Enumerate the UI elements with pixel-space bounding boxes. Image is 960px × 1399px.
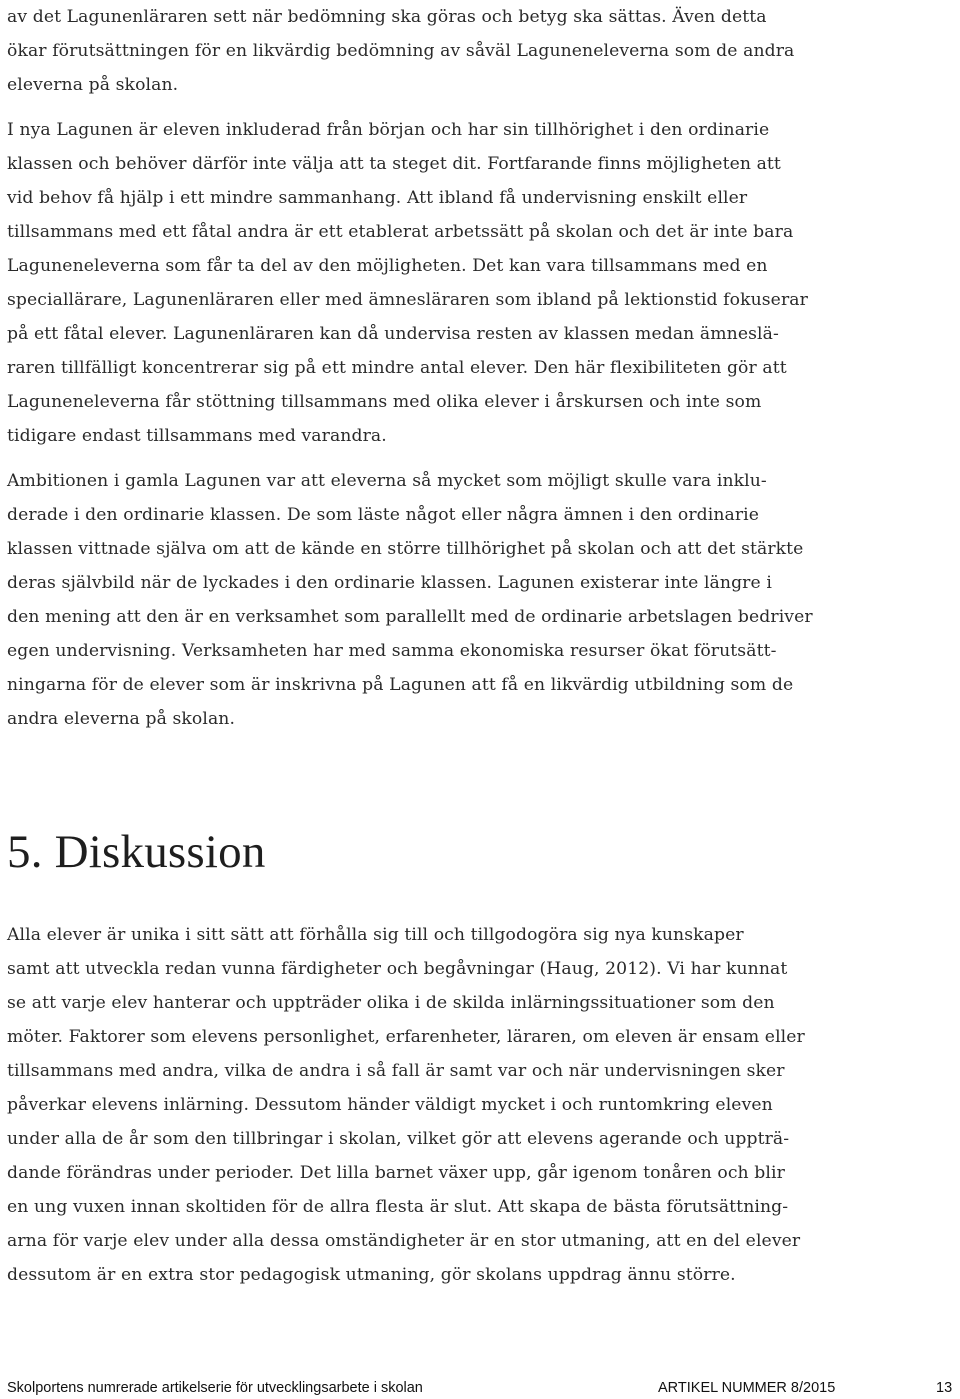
text-line: egen undervisning. Verksamheten har med samma ekonomiska resurser ökat förutsätt- bbox=[7, 641, 777, 661]
text-line: möter. Faktorer som elevens personlighet, erfarenheter, läraren, om eleven är ensam eller bbox=[7, 1027, 805, 1047]
text-line: dessutom är en extra stor pedagogisk utmaning, gör skolans uppdrag ännu större. bbox=[7, 1265, 736, 1285]
text-line: Laguneneleverna som får ta del av den möjligheten. Det kan vara tillsammans med en bbox=[7, 256, 768, 276]
text-line: klassen vittnade själva om att de kände en större tillhörighet på skolan och att det stärkte bbox=[7, 539, 804, 559]
text-line: speciallärare, Lagunenläraren eller med ämnesläraren som ibland på lektionstid fokuserar bbox=[7, 290, 808, 310]
text-line: den mening att den är en verksamhet som parallellt med de ordinarie arbetslagen bedriver bbox=[7, 607, 813, 627]
text-line: på ett fåtal elever. Lagunenläraren kan då undervisa resten av klassen medan ämneslä- bbox=[7, 324, 779, 344]
section-paragraph bbox=[7, 918, 957, 1292]
text-line: tillsammans med ett fåtal andra är ett etablerat arbetssätt på skolan och det är inte bara bbox=[7, 222, 794, 242]
text-line: eleverna på skolan. bbox=[7, 75, 179, 95]
text-line: dande förändras under perioder. Det lilla barnet växer upp, går igenom tonåren och blir bbox=[7, 1163, 785, 1183]
section-heading: 5. Diskussion bbox=[7, 826, 266, 878]
text-line: Alla elever är unika i sitt sätt att förhålla sig till och tillgodogöra sig nya kunskaper bbox=[7, 925, 744, 945]
page-footer bbox=[0, 1378, 960, 1399]
text-line: samt att utveckla redan vunna färdigheter och begåvningar (Haug, 2012). Vi har kunnat bbox=[7, 959, 788, 979]
text-line: arna för varje elev under alla dessa omständigheter är en stor utmaning, att en del elever bbox=[7, 1231, 801, 1251]
text-line: under alla de år som den tillbringar i skolan, vilket gör att elevens agerande och uppträ- bbox=[7, 1129, 790, 1149]
text-line: påverkar elevens inlärning. Dessutom händer väldigt mycket i och runtomkring eleven bbox=[7, 1095, 773, 1115]
text-line: deras självbild när de lyckades i den ordinarie klassen. Lagunen existerar inte längre i bbox=[7, 573, 772, 593]
footer-article-number: ARTIKEL NUMMER 8/2015 bbox=[658, 1380, 836, 1396]
paragraph-3 bbox=[7, 464, 957, 736]
text-line: tillsammans med andra, vilka de andra i så fall är samt var och när undervisningen sker bbox=[7, 1061, 785, 1081]
paragraph-2 bbox=[7, 113, 957, 453]
text-line: tidigare endast tillsammans med varandra. bbox=[7, 426, 387, 446]
text-line: Laguneneleverna får stöttning tillsammans med olika elever i årskursen och inte som bbox=[7, 392, 762, 412]
footer-page-number: 13 bbox=[936, 1380, 953, 1396]
text-line: se att varje elev hanterar och uppträder olika i de skilda inlärningssituationer som den bbox=[7, 993, 775, 1013]
text-line: Ambitionen i gamla Lagunen var att eleverna så mycket som möjligt skulle vara inklu- bbox=[7, 471, 767, 491]
text-line: ökar förutsättningen för en likvärdig bedömning av såväl Laguneneleverna som de andra bbox=[7, 41, 795, 61]
text-line: ningarna för de elever som är inskrivna på Lagunen att få en likvärdig utbildning som de bbox=[7, 675, 794, 695]
text-line: klassen och behöver därför inte välja att ta steget dit. Fortfarande finns möjligheten att bbox=[7, 154, 781, 174]
text-line: I nya Lagunen är eleven inkluderad från början och har sin tillhörighet i den ordinarie bbox=[7, 120, 770, 140]
paragraph-1 bbox=[7, 0, 957, 102]
text-line: en ung vuxen innan skoltiden för de allra flesta är slut. Att skapa de bästa förutsättning- bbox=[7, 1197, 789, 1217]
text-line: raren tillfälligt koncentrerar sig på ett mindre antal elever. Den här flexibiliteten gör att bbox=[7, 358, 787, 378]
text-line: av det Lagunenläraren sett när bedömning ska göras och betyg ska sättas. Även detta bbox=[7, 7, 767, 27]
text-line: derade i den ordinarie klassen. De som läste något eller några ämnen i den ordinarie bbox=[7, 505, 760, 525]
text-line: vid behov få hjälp i ett mindre sammanhang. Att ibland få undervisning enskilt eller bbox=[7, 188, 748, 208]
footer-series-title: Skolportens numrerade artikelserie för utvecklingsarbete i skolan bbox=[7, 1380, 423, 1396]
text-line: andra eleverna på skolan. bbox=[7, 709, 236, 729]
